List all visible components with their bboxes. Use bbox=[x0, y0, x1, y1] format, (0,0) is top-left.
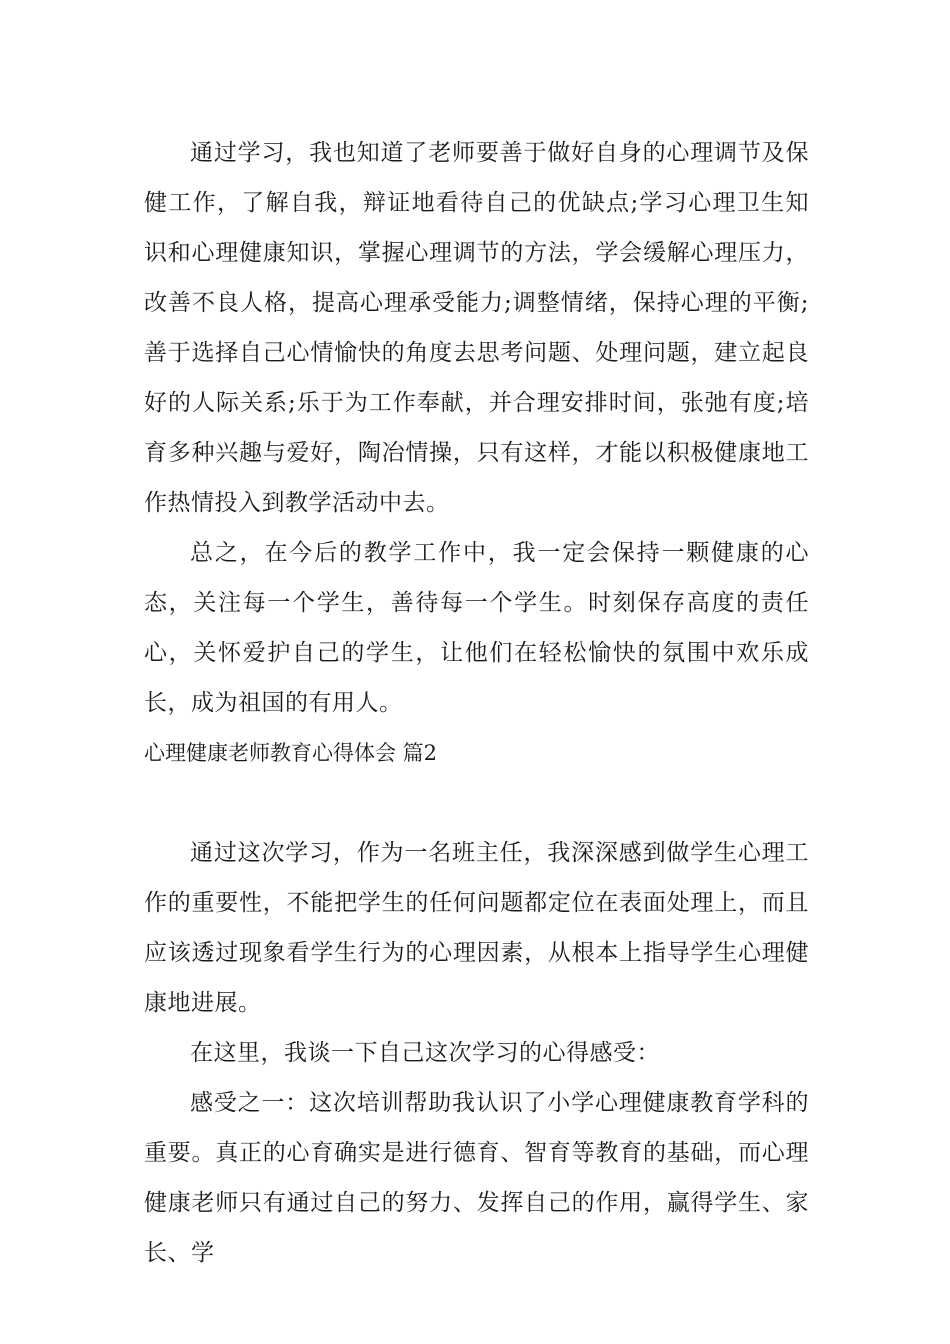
document-page bbox=[144, 128, 809, 1278]
section-heading: 心理健康老师教育心得体会 篇2 bbox=[144, 741, 438, 765]
paragraph-intro-feelings: 在这里，我谈一下自己这次学习的心得感受： bbox=[190, 1040, 660, 1066]
section-spacer bbox=[144, 778, 809, 828]
paragraph-conclusion: 总之，在今后的教学工作中，我一定会保持一颗健康的心态，关注每一个学生，善待每一个学生。时刻保存高度的责任心，关怀爱护自己的学生，让他们在轻松愉快的氛围中欢乐成长，成为祖国的有用人。 bbox=[144, 540, 809, 716]
paragraph-class-teacher: 通过这次学习，作为一名班主任，我深深感到做学生心理工作的重要性，不能把学生的任何问题都定位在表面处理上，而且应该透过现象看学生行为的心理因素，从根本上指导学生心理健康地进展。 bbox=[144, 840, 809, 1016]
paragraph-self-care: 通过学习，我也知道了老师要善于做好自身的心理调节及保健工作，了解自我，辩证地看待自己的优缺点;学习心理卫生知识和心理健康知识，掌握心理调节的方法，学会缓解心理压力，改善不良人格，提高心理承受能力;调整情绪，保持心理的平衡;善于选择自己心情愉快的角度去思考问题、处理问题，建立起良好的人际关系;乐于为工作奉献，并合理安排时间，张弛有度;培育多种兴趣与爱好，陶冶情操，只有这样，才能以积极健康地工作热情投入到教学活动中去。 bbox=[144, 140, 809, 516]
paragraph-feeling-one: 感受之一：这次培训帮助我认识了小学心理健康教育学科的重要。真正的心育确实是进行德育、智育等教育的基础，而心理健康老师只有通过自己的努力、发挥自己的作用，赢得学生、家长、学 bbox=[144, 1090, 809, 1266]
